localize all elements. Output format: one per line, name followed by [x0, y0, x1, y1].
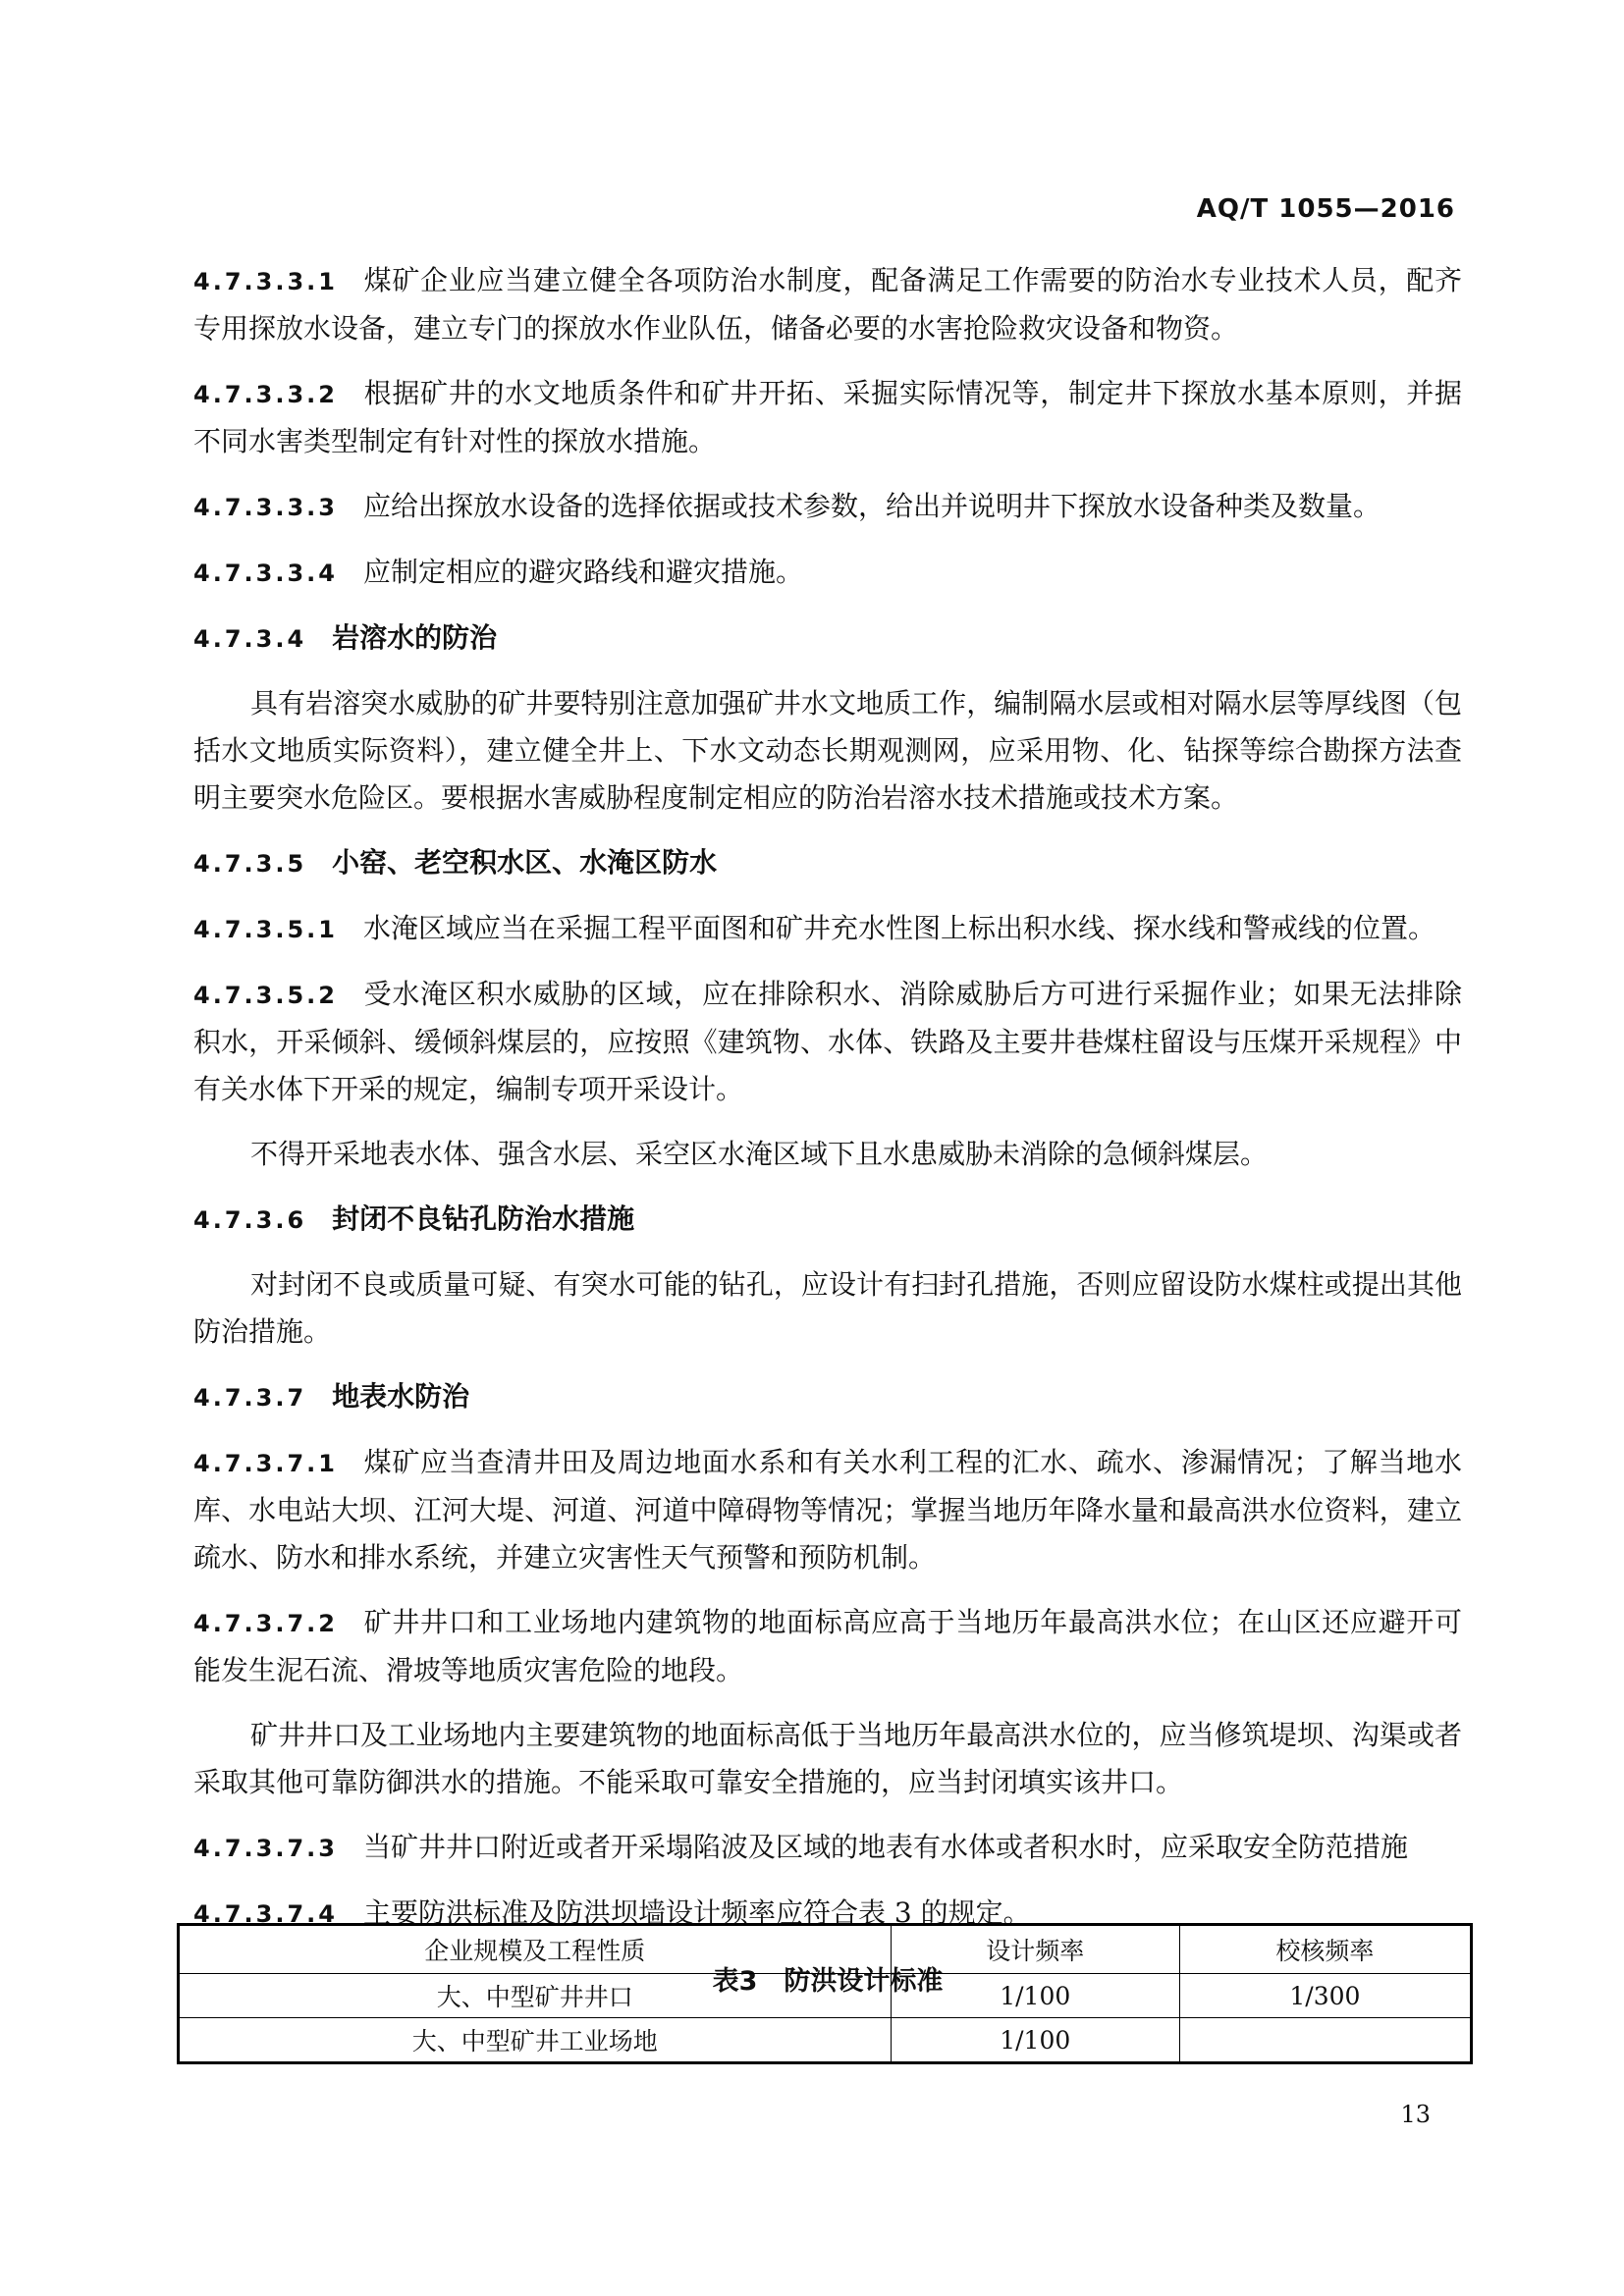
document-id: AQ/T 1055—2016	[1196, 194, 1455, 224]
section-text: 当矿井井口附近或者开采塌陷波及区域的地表有水体或者积水时，应采取安全防范措施	[362, 1831, 1408, 1863]
section-text: 煤矿应当查清井田及周边地面水系和有关水利工程的汇水、疏水、渗漏情况；了解当地水库、水电站大坝、江河大堤、河道、河道中障碍物等情况；掌握当地历年降水量和最高洪水位资料，建立疏水、防水和排水系统，并建立灾害性天气预警和预防机制。	[193, 1446, 1462, 1574]
section-number: 4.7.3.3.4	[193, 560, 338, 587]
table-cell	[1179, 2018, 1471, 2063]
section-4-7-3-3-3	[193, 483, 1462, 531]
table-cell: 大、中型矿井工业场地	[179, 2018, 892, 2063]
table-cell: 1/100	[891, 2018, 1179, 2063]
table-header-row	[179, 1925, 1472, 1974]
section-number: 4.7.3.7.2	[193, 1610, 338, 1637]
table-header-cell: 企业规模及工程性质	[179, 1925, 892, 1974]
section-4-7-3-3-1	[193, 257, 1462, 352]
paragraph: 不得开采地表水体、强含水层、采空区水淹区域下且水患威胁未消除的急倾斜煤层。	[250, 1138, 1269, 1170]
section-number: 4.7.3.5.1	[193, 916, 338, 943]
section-number: 4.7.3.4	[193, 625, 307, 653]
section-4-7-3-3-4	[193, 549, 1462, 597]
table-caption: 表3 防洪设计标准	[712, 1966, 944, 1997]
section-text: 应给出探放水设备的选择依据或技术参数，给出并说明井下探放水设备种类及数量。	[362, 490, 1380, 522]
paragraph: 对封闭不良或质量可疑、有突水可能的钻孔，应设计有扫封孔措施，否则应留设防水煤柱或提出其他防治措施。	[193, 1268, 1462, 1348]
heading-4-7-3-7	[193, 1373, 1462, 1421]
section-text: 矿井井口和工业场地内建筑物的地面标高应高于当地历年最高洪水位；在山区还应避开可能发生泥石流、滑坡等地质灾害危险的地段。	[193, 1606, 1462, 1686]
paragraph: 矿井井口及工业场地内主要建筑物的地面标高低于当地历年最高洪水位的，应当修筑堤坝、沟渠或者采取其他可靠防御洪水的措施。不能采取可靠安全措施的，应当封闭填实该井口。	[193, 1719, 1462, 1798]
heading-4-7-3-4	[193, 614, 1462, 663]
section-heading: 小窑、老空积水区、水淹区防水	[332, 846, 718, 879]
section-number: 4.7.3.7.3	[193, 1835, 338, 1862]
table-header-cell: 校核频率	[1179, 1925, 1471, 1974]
section-heading: 封闭不良钻孔防治水措施	[332, 1202, 635, 1235]
section-text: 主要防洪标准及防洪坝墙设计频率应符合表 3 的规定。	[362, 1896, 1031, 1929]
section-number: 4.7.3.7	[193, 1384, 307, 1412]
section-number: 4.7.3.6	[193, 1206, 307, 1234]
table-row	[179, 2018, 1472, 2063]
heading-4-7-3-5	[193, 839, 1462, 887]
section-number: 4.7.3.3.3	[193, 494, 338, 521]
section-number: 4.7.3.7.1	[193, 1450, 338, 1477]
heading-4-7-3-6	[193, 1196, 1462, 1244]
section-text: 应制定相应的避灾路线和避灾措施。	[362, 556, 803, 588]
table-cell: 1/100	[891, 1974, 1179, 2018]
section-4-7-3-7-3	[193, 1824, 1462, 1872]
paragraph: 具有岩溶突水威胁的矿井要特别注意加强矿井水文地质工作，编制隔水层或相对隔水层等厚线图（包括水文地质实际资料），建立健全井上、下水文动态长期观测网，应采用物、化、钻探等综合勘探方法查明主要突水危险区。要根据水害威胁程度制定相应的防治岩溶水技术措施或技术方案。	[193, 687, 1462, 814]
section-4-7-3-5-2	[193, 971, 1462, 1113]
section-number: 4.7.3.5.2	[193, 982, 338, 1009]
page-number: 13	[1400, 2101, 1431, 2128]
section-text: 根据矿井的水文地质条件和矿井开拓、采掘实际情况等，制定井下探放水基本原则，并据不同水害类型制定有针对性的探放水措施。	[193, 377, 1462, 457]
section-heading: 地表水防治	[332, 1380, 470, 1413]
body-content	[193, 257, 1462, 2019]
section-number: 4.7.3.3.2	[193, 381, 338, 408]
flood-standard-table	[177, 1923, 1473, 2064]
section-4-7-3-7-1	[193, 1439, 1462, 1581]
table-row	[179, 1974, 1472, 2018]
table-header-cell: 设计频率	[891, 1925, 1179, 1974]
table-cell: 大、中型矿井井口	[179, 1974, 892, 2018]
section-4-7-3-5-1	[193, 905, 1462, 953]
section-number: 4.7.3.7.4	[193, 1900, 338, 1928]
section-4-7-3-3-2	[193, 370, 1462, 465]
section-text: 受水淹区积水威胁的区域，应在排除积水、消除威胁后方可进行采掘作业；如果无法排除积水，开采倾斜、缓倾斜煤层的，应按照《建筑物、水体、铁路及主要井巷煤柱留设与压煤开采规程》中有关水体下开采的规定，编制专项开采设计。	[193, 978, 1462, 1105]
table-cell: 1/300	[1179, 1974, 1471, 2018]
section-heading: 岩溶水的防治	[332, 621, 498, 654]
section-text: 煤矿企业应当建立健全各项防治水制度，配备满足工作需要的防治水专业技术人员，配齐专用探放水设备，建立专门的探放水作业队伍，储备必要的水害抢险救灾设备和物资。	[193, 264, 1462, 345]
section-4-7-3-7-2	[193, 1599, 1462, 1694]
section-number: 4.7.3.5	[193, 850, 307, 878]
section-text: 水淹区域应当在采掘工程平面图和矿井充水性图上标出积水线、探水线和警戒线的位置。	[362, 912, 1435, 944]
section-number: 4.7.3.3.1	[193, 268, 338, 295]
